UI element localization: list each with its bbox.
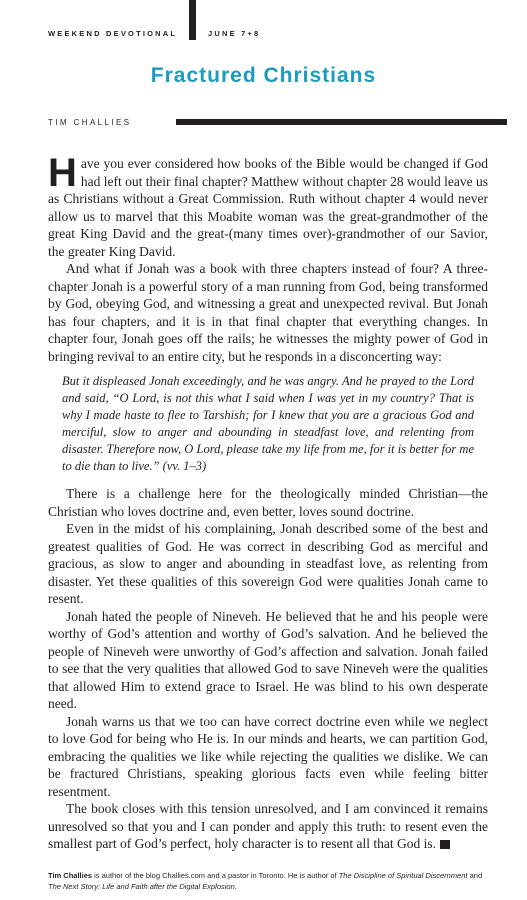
- end-mark-icon: T: [440, 840, 450, 849]
- header-bar: [189, 0, 196, 40]
- author-bio: Tim Challies is author of the blog Challies.com and a pastor in Toronto. He is author of The Discipline of Spiritual Discernment and The Next Story: Life and Faith after the Digital Explosion.: [48, 871, 483, 891]
- date-label: JUNE 7+8: [208, 29, 261, 38]
- section-label: WEEKEND DEVOTIONAL: [48, 29, 178, 38]
- article-body: [48, 151, 489, 853]
- paragraph-1: Have you ever considered how books of the Bible would be changed if God had left out their final chapter? Matthew without chapter 28 would leave us as Christians without a Great Commission. Ruth without chapter 4 would never allow us to marvel that this Moabite woman was the great-grandmother of the great King David and the great-(many times over)-grandmother of our Savior, the greater King David.: [48, 151, 489, 259]
- bio-name: Tim Challies: [48, 871, 93, 880]
- book-title-2: The Next Story: Life and Faith after the Digital Explosion: [48, 882, 235, 891]
- article-title: Fractured Christians: [150, 64, 377, 87]
- author-name: TIM CHALLIES: [48, 118, 132, 127]
- book-title-1: The Discipline of Spiritual Discernment: [338, 871, 468, 880]
- paragraph-2: And what if Jonah was a book with three chapters instead of four? A three-chapter Jonah is a powerful story of a man running from God, being transformed by God, obeying God, and witnessing a great and unexpected revival. But Jonah has four chapters, and it is in that final chapter that everything changes. In chapter four, Jonah goes off the rails; he witnesses the mighty power of God in bringing revival to an entire city, but he responds in a disconcerting way:: [48, 261, 488, 364]
- scripture-quote: But it displeased Jonah exceedingly, and he was angry. And he prayed to the Lord and said, “O Lord, is not this what I said when I was yet in my country? That is why I made haste to flee to Tarshish; for I knew that you are a gracious God and merciful, slow to anger and abounding in steadfast love, and relenting from disaster. Therefore now, O Lord, please take my life from me, for it is better for me to die than to live.” (vv. 1–3): [62, 374, 474, 473]
- paragraph-7: The book closes with this tension unresolved, and I am convinced it remains unresolved so that you and I can ponder and apply this truth: to resent even the smallest part of God’s perfect, holy character is to resent all that God is. T: [48, 801, 488, 851]
- drop-cap: H: [48, 151, 77, 195]
- paragraph-3: There is a challenge here for the theologically minded Christian—the Christian who loves doctrine and, even better, loves sound doctrine.: [48, 486, 488, 519]
- paragraph-6: Jonah warns us that we too can have correct doctrine even while we neglect to love God for being who He is. In our minds and hearts, we can partition God, embracing the qualities we like while rejecting the qualities we dislike. We can be fractured Christians, speaking glorious facts even while feeling bitter resentment.: [48, 713, 488, 799]
- author-rule: [176, 119, 507, 125]
- paragraph-5: Jonah hated the people of Nineveh. He believed that he and his people were worthy of God’s attention and worthy of God’s salvation. And he believed the people of Nineveh were unworthy of God’s affection and salvation. Jonah failed to see that the very qualities that allowed God to save Nineveh were the qualities that allowed Him to extend grace to Israel. He was blind to his own desperate need.: [48, 608, 488, 711]
- author-row: [48, 117, 507, 127]
- paragraph-4: Even in the midst of his complaining, Jonah described some of the best and greatest qualities of God. He was correct in describing God as merciful and gracious, as slow to anger and abounding in steadfast love, as relenting from disaster. Yet these qualities of this sovereign God were qualities Jonah came to resent.: [48, 521, 488, 606]
